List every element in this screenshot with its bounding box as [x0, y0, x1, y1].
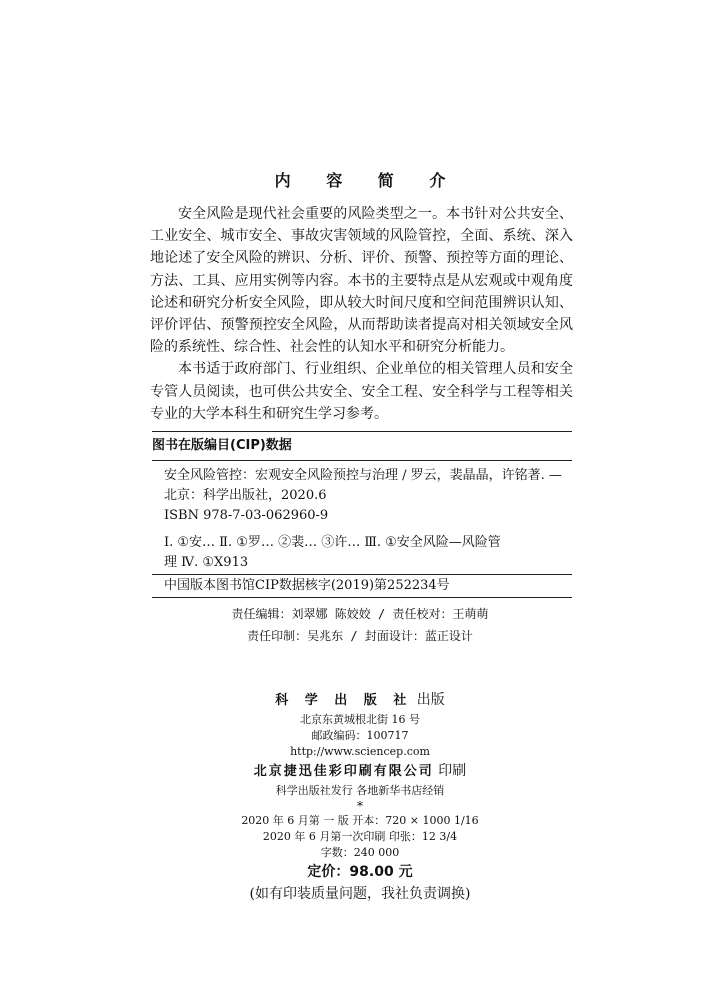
publisher-suffix: 出版	[416, 692, 445, 708]
printer-line	[0, 760, 720, 783]
summary-paragraph-1: 安全风险是现代社会重要的风险类型之一。本书针对公共安全、工业安全、城市安全、事故灾害领域的风险管控，全面、系统、深入地论述了安全风险的辨识、分析、评价、预警、预控等方面的理论、方法、工具、应用实例等内容。本书的主要特点是从宏观或中观角度论述和研究分析安全风险，即从较大时间尺度和空间范围辨识认知、评价评估、预警预控安全风险，从而帮助读者提高对相关领域安全风险的系统性、综合性、社会性的认知水平和研究分析能力。	[150, 206, 573, 356]
summary-paragraph-2: 本书适于政府部门、行业组织、企业单位的相关管理人员和安全专管人员阅读，也可供公共安全、安全工程、安全科学与工程等相关专业的大学本科生和研究生学习参考。	[150, 361, 573, 422]
quality-notice: (如有印装质量问题，我社负责调换)	[249, 886, 471, 902]
printer-suffix: 印刷	[438, 763, 467, 779]
publisher-name: 科 学 出 版 社	[275, 693, 413, 708]
cip-number: 中国版本图书馆CIP数据核字(2019)第252234号	[152, 574, 572, 598]
publisher-line	[0, 689, 720, 712]
price: 定价：98.00 元	[307, 864, 413, 880]
cip-record	[164, 466, 572, 573]
cip-classification-line-2: 理 Ⅳ. ①X913	[164, 555, 249, 570]
summary-text	[150, 203, 573, 425]
publisher-website: http://www.sciencep.com	[290, 745, 430, 758]
word-count: 字数：240 000	[320, 846, 400, 859]
printer-name: 北京捷迅佳彩印刷有限公司	[253, 764, 434, 779]
cip-classification-line-1: Ⅰ. ①安… Ⅱ. ①罗… ②裴… ③许… Ⅲ. ①安全风险—风险管	[164, 535, 501, 550]
cip-entry-line-1: 安全风险管控：宏观安全风险预控与治理 / 罗云，裴晶晶，许铭著. —	[164, 468, 562, 483]
production-line: 责任印制：吴兆东 / 封面设计：蓝正设计	[247, 629, 473, 643]
printing-line: 2020 年 6 月第一次印刷 印张：12 3/4	[262, 830, 458, 843]
cip-heading: 图书在版编目(CIP)数据	[152, 431, 572, 461]
separator-star: *	[357, 799, 363, 813]
imprint-block	[0, 689, 720, 905]
page-title: 内 容 简 介	[274, 171, 461, 190]
editors-line: 责任编辑：刘翠娜 陈姣姣 / 责任校对：王萌萌	[231, 607, 489, 621]
cip-isbn: ISBN 978-7-03-062960-9	[164, 508, 329, 523]
postcode: 邮政编码：100717	[311, 729, 409, 742]
distribution-line: 科学出版社发行 各地新华书店经销	[275, 784, 445, 797]
publisher-address: 北京东黄城根北街 16 号	[300, 713, 420, 726]
edition-line: 2020 年 6 月第 一 版 开本：720 × 1000 1/16	[241, 814, 479, 827]
staff-credits	[0, 603, 720, 647]
cip-entry-line-2: 北京：科学出版社，2020.6	[164, 488, 327, 503]
